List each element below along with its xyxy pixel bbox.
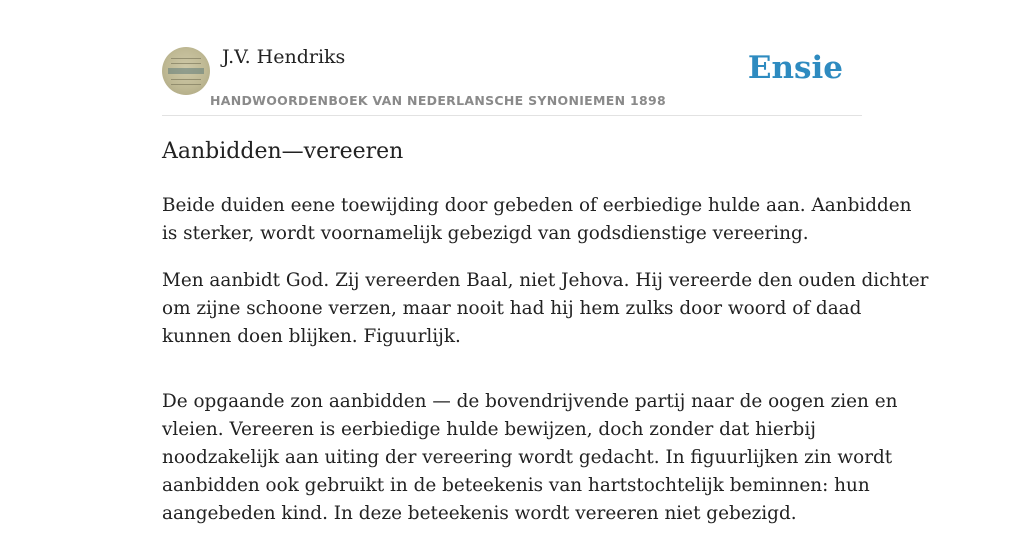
text-line: aanbidden ook gebruikt in de beteekenis van hartstochtelijk beminnen: hun xyxy=(162,475,870,496)
cover-line-decoration xyxy=(171,63,201,64)
paragraph xyxy=(162,388,898,528)
text-line: kunnen doen blijken. Figuurlijk. xyxy=(162,326,461,347)
brand-logo[interactable]: Ensie xyxy=(747,50,843,86)
cover-line-decoration xyxy=(171,58,201,59)
text-line: aangebeden kind. In deze beteekenis wordt vereeren niet gebezigd. xyxy=(162,503,797,524)
article-body xyxy=(162,192,929,547)
paragraph xyxy=(162,267,929,351)
paragraph xyxy=(162,192,912,248)
book-cover-thumbnail-icon[interactable] xyxy=(162,47,210,95)
cover-line-decoration xyxy=(171,84,201,85)
cover-line-decoration xyxy=(171,79,201,80)
text-line: om zijne schoone verzen, maar nooit had hij hem zulks door woord of daad xyxy=(162,298,862,319)
source-title[interactable]: HANDWOORDENBOEK VAN NEDERLANSCHE SYNONIEMEN 1898 xyxy=(210,93,667,108)
text-line: noodzakelijk aan uiting der vereering wordt gedacht. In figuurlijken zin wordt xyxy=(162,447,893,468)
text-line: Beide duiden eene toewijding door gebeden of eerbiedige hulde aan. Aanbidden xyxy=(162,195,912,216)
header xyxy=(162,46,862,116)
header-divider xyxy=(162,115,862,116)
author-name[interactable]: J.V. Hendriks xyxy=(222,46,346,68)
cover-band-decoration xyxy=(168,68,204,74)
article-title: Aanbidden—vereeren xyxy=(162,139,404,164)
text-line: is sterker, wordt voornamelijk gebezigd van godsdienstige vereering. xyxy=(162,223,809,244)
text-line: Men aanbidt God. Zij vereerden Baal, niet Jehova. Hij vereerde den ouden dichter xyxy=(162,270,929,291)
text-line: De opgaande zon aanbidden — de bovendrijvende partij naar de oogen zien en xyxy=(162,391,898,412)
text-line: vleien. Vereeren is eerbiedige hulde bewijzen, doch zonder dat hierbij xyxy=(162,419,816,440)
